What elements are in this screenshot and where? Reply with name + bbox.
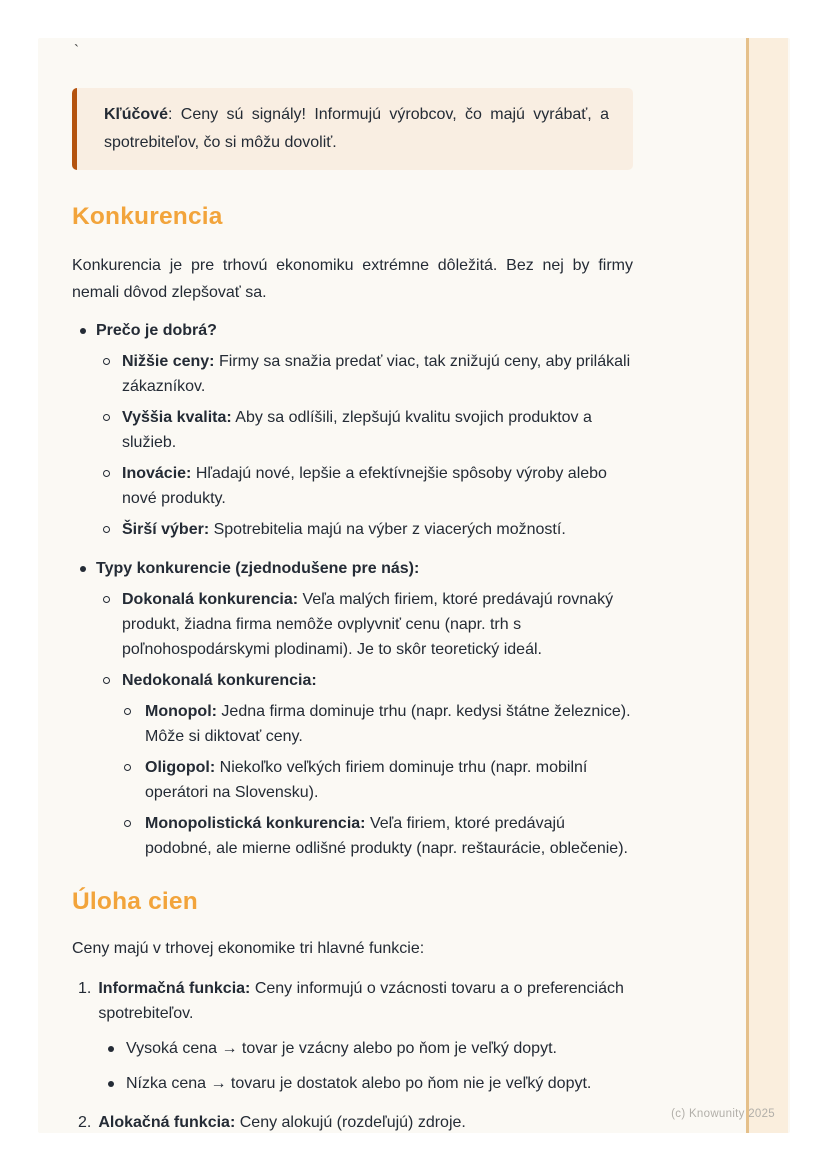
why-item xyxy=(72,405,633,455)
bullet-disc-icon xyxy=(80,328,86,334)
stray-backtick: ` xyxy=(74,42,79,59)
bullet-circle-icon xyxy=(124,708,131,715)
imperfect-item xyxy=(72,811,633,861)
bullet-circle-icon xyxy=(103,596,110,603)
uloha-cien-intro: Ceny majú v trhovej ekonomike tri hlavné funkcie: xyxy=(72,940,425,957)
numbered-item-sublist xyxy=(72,1036,633,1096)
type-item-imperfect xyxy=(72,668,633,861)
why-item-lead: Inovácie: xyxy=(122,465,192,482)
numbered-item-1 xyxy=(72,976,633,1096)
type-item-text: Veľa malých firiem, ktoré predávajú rovnaký produkt, žiadna firma nemôže ovplyvniť cenu (napr. trh s poľnohospodárskymi plodinami). Je to skôr teoretický ideál. xyxy=(122,591,614,658)
imperfect-item-text: Veľa firiem, ktoré predávajú podobné, ale mierne odlišné produkty (napr. reštaurácie, oblečenie). xyxy=(145,815,628,857)
why-sublist xyxy=(72,349,633,542)
bullet-circle-icon xyxy=(103,358,110,365)
list-item-why xyxy=(72,318,633,542)
numbered-item-2 xyxy=(72,1110,633,1135)
bullet-disc-icon xyxy=(80,566,86,572)
type-item-lead: Dokonalá konkurencia: xyxy=(122,591,299,608)
why-item-text: Firmy sa snažia predať viac, tak znižujú ceny, aby prilákali zákazníkov. xyxy=(122,353,631,395)
types-label: Typy konkurencie (zjednodušene pre nás): xyxy=(96,560,420,577)
why-label: Prečo je dobrá? xyxy=(96,322,217,339)
imperfect-item xyxy=(72,755,633,805)
document-content xyxy=(72,38,633,1147)
watermark: (c) Knowunity 2025 xyxy=(671,1108,775,1120)
bullet-circle-icon xyxy=(124,820,131,827)
bullet-circle-icon xyxy=(103,526,110,533)
types-sublist xyxy=(72,587,633,861)
imperfect-item-text: Jedna firma dominuje trhu (napr. kedysi štátne železnice). Môže si diktovať ceny. xyxy=(145,703,631,745)
imperfect-item-lead: Monopol: xyxy=(145,703,217,720)
sub-bullet-text: Nízka cena → tovaru je dostatok alebo po ňom nie je veľký dopyt. xyxy=(126,1075,592,1092)
key-callout xyxy=(72,88,633,170)
section-heading-konkurencia: Konkurencia xyxy=(72,203,223,230)
numbered-item-lead: Informačná funkcia: xyxy=(98,980,251,997)
why-item-text: Hľadajú nové, lepšie a efektívnejšie spôsoby výroby alebo nové produkty. xyxy=(122,465,607,507)
price-functions-list xyxy=(72,976,633,1135)
key-callout-body: : Ceny sú signály! Informujú výrobcov, čo majú vyrábať, a spotrebiteľov, čo si môžu dovoliť. xyxy=(104,106,609,151)
sub-bullet xyxy=(72,1071,633,1096)
sub-bullet xyxy=(72,1036,633,1061)
why-item-lead: Nižšie ceny: xyxy=(122,353,215,370)
bullet-circle-icon xyxy=(103,677,110,684)
imperfect-item-lead: Monopolistická konkurencia: xyxy=(145,815,366,832)
why-item-text: Spotrebitelia majú na výber z viacerých možností. xyxy=(213,521,566,538)
bullet-circle-icon xyxy=(103,414,110,421)
why-item xyxy=(72,349,633,399)
why-item xyxy=(72,461,633,511)
konkurencia-list xyxy=(72,318,633,861)
item-number: 2. xyxy=(78,1114,92,1131)
bullet-disc-icon xyxy=(108,1046,114,1052)
why-item-lead: Širší výber: xyxy=(122,521,210,538)
document-page xyxy=(38,38,790,1133)
imperfect-sublist xyxy=(72,699,633,861)
imperfect-item-text: Niekoľko veľkých firiem dominuje trhu (napr. mobilní operátori na Slovensku). xyxy=(145,759,588,801)
key-callout-lead: Kľúčové xyxy=(104,106,168,123)
why-item-lead: Vyššia kvalita: xyxy=(122,409,232,426)
numbered-item-text: Ceny alokujú (rozdeľujú) zdroje. xyxy=(239,1114,466,1131)
konkurencia-intro: Konkurencia je pre trhovú ekonomiku extrémne dôležitá. Bez nej by firmy nemali dôvod zlepšovať sa. xyxy=(72,257,633,301)
why-item xyxy=(72,517,633,542)
bullet-circle-icon xyxy=(124,764,131,771)
key-callout-text xyxy=(104,101,609,157)
imperfect-item-lead: Oligopol: xyxy=(145,759,216,776)
imperfect-item xyxy=(72,699,633,749)
bullet-circle-icon xyxy=(103,470,110,477)
list-item-types xyxy=(72,556,633,861)
type-item-perfect xyxy=(72,587,633,662)
numbered-item-text: Ceny informujú o vzácnosti tovaru a o preferenciách spotrebiteľov. xyxy=(98,980,624,1022)
why-item-text: Aby sa odlíšili, zlepšujú kvalitu svojich produktov a služieb. xyxy=(122,409,592,451)
section-heading-uloha-cien: Úloha cien xyxy=(72,888,198,915)
numbered-item-lead: Alokačná funkcia: xyxy=(98,1114,236,1131)
sub-bullet-text: Vysoká cena → tovar je vzácny alebo po ňom je veľký dopyt. xyxy=(126,1040,557,1057)
side-strip xyxy=(746,38,788,1133)
imperfect-label: Nedokonalá konkurencia: xyxy=(122,672,317,689)
item-number: 1. xyxy=(78,980,92,997)
bullet-disc-icon xyxy=(108,1081,114,1087)
